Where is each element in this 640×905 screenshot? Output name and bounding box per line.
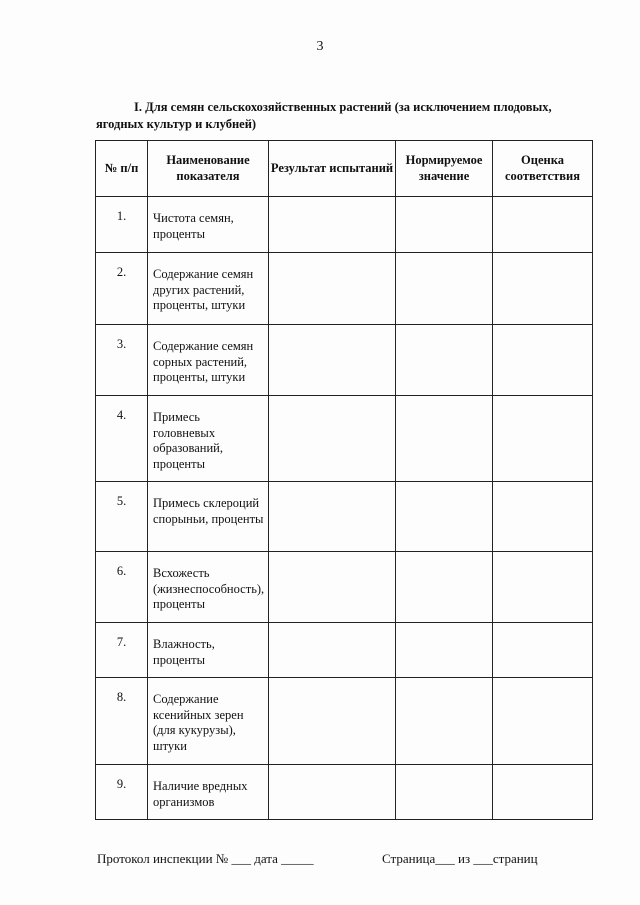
result-cell	[269, 552, 396, 623]
row-number: 1.	[96, 197, 148, 253]
row-number: 5.	[96, 482, 148, 552]
norm-cell	[396, 396, 493, 482]
norm-cell	[396, 325, 493, 396]
norm-cell	[396, 197, 493, 253]
table-row	[96, 253, 593, 325]
norm-cell	[396, 552, 493, 623]
row-number: 3.	[96, 325, 148, 396]
page-count-line: Страница___ из ___страниц	[382, 851, 538, 866]
indicator-name: Содержание ксенийных зерен (для кукурузы), штуки	[148, 678, 269, 765]
indicator-name: Чистота семян, проценты	[148, 197, 269, 253]
column-header-assessment: Оценка соответствия	[493, 141, 593, 197]
indicator-name: Содержание семян сорных растений, проценты, штуки	[148, 325, 269, 396]
inspection-table	[95, 140, 593, 820]
assessment-cell	[493, 552, 593, 623]
indicator-name: Всхожесть (жизнеспособность), проценты	[148, 552, 269, 623]
norm-cell	[396, 678, 493, 765]
section-title: I. Для семян сельскохозяйственных растений (за исключением плодовых, ягодных культур и клубней)	[96, 100, 552, 131]
table-row	[96, 623, 593, 678]
result-cell	[269, 197, 396, 253]
indicator-name: Содержание семян других растений, проценты, штуки	[148, 253, 269, 325]
norm-cell	[396, 623, 493, 678]
row-number: 9.	[96, 765, 148, 820]
norm-cell	[396, 765, 493, 820]
assessment-cell	[493, 253, 593, 325]
indicator-name: Наличие вредных организмов	[148, 765, 269, 820]
column-header-result: Результат испытаний	[269, 141, 396, 197]
row-number: 6.	[96, 552, 148, 623]
result-cell	[269, 325, 396, 396]
row-number: 2.	[96, 253, 148, 325]
result-cell	[269, 678, 396, 765]
norm-cell	[396, 482, 493, 552]
result-cell	[269, 623, 396, 678]
table-row	[96, 482, 593, 552]
assessment-cell	[493, 765, 593, 820]
result-cell	[269, 482, 396, 552]
row-number: 7.	[96, 623, 148, 678]
indicator-name: Примесь склероций спорыньи, проценты	[148, 482, 269, 552]
table-row	[96, 197, 593, 253]
assessment-cell	[493, 623, 593, 678]
assessment-cell	[493, 396, 593, 482]
result-cell	[269, 765, 396, 820]
indicator-name: Примесь головневых образований, проценты	[148, 396, 269, 482]
row-number: 4.	[96, 396, 148, 482]
column-header-indicator: Наименование показателя	[148, 141, 269, 197]
indicator-name: Влажность, проценты	[148, 623, 269, 678]
column-header-number: № п/п	[96, 141, 148, 197]
page-number: 3	[316, 39, 324, 54]
norm-cell	[396, 253, 493, 325]
table-header-row	[96, 141, 593, 197]
assessment-cell	[493, 482, 593, 552]
protocol-line: Протокол инспекции № ___ дата _____	[97, 851, 314, 866]
column-header-norm: Нормируемое значение	[396, 141, 493, 197]
assessment-cell	[493, 678, 593, 765]
table-row	[96, 396, 593, 482]
table-row	[96, 765, 593, 820]
result-cell	[269, 396, 396, 482]
table-row	[96, 552, 593, 623]
assessment-cell	[493, 325, 593, 396]
table-row	[96, 325, 593, 396]
row-number: 8.	[96, 678, 148, 765]
result-cell	[269, 253, 396, 325]
assessment-cell	[493, 197, 593, 253]
table-row	[96, 678, 593, 765]
